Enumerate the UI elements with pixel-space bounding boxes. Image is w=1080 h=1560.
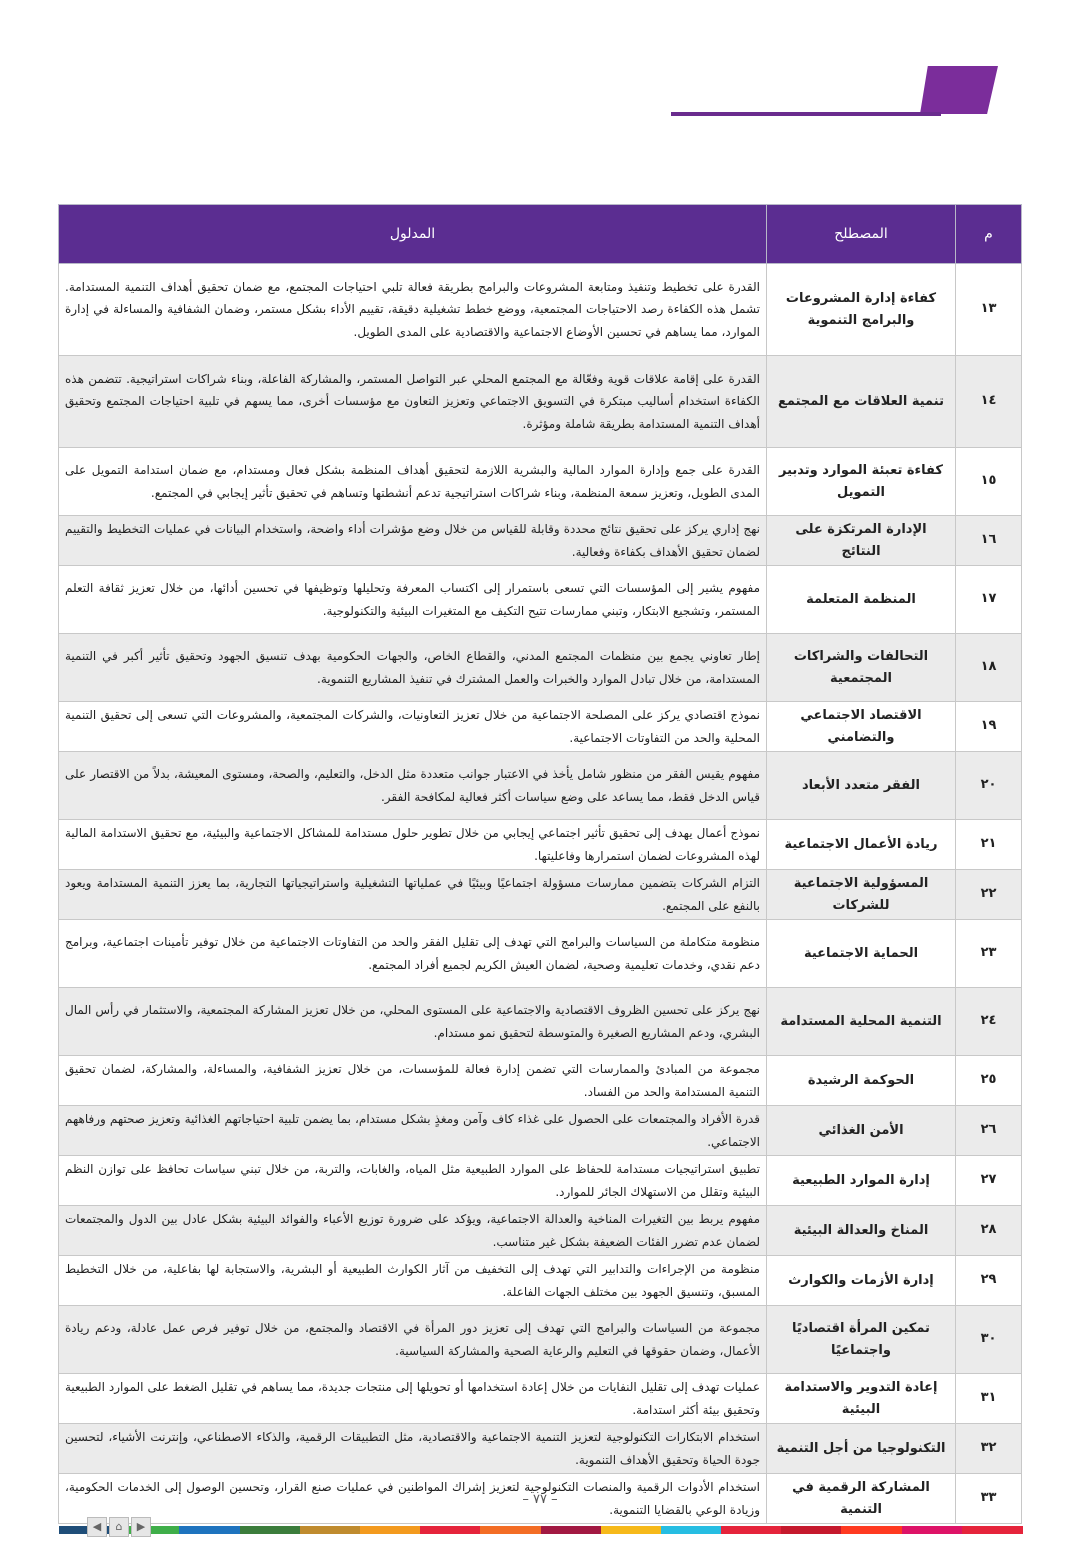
row-definition: مفهوم يربط بين التغيرات المناخية والعدالة الاجتماعية، ويؤكد على ضرورة توزيع الأعباء والفوائد البيئية بشكل عادل بين الدول والمجتمعات لضمان عدم تضرر الفئات الضعيفة بشكل غير متناسب.	[59, 1206, 767, 1256]
table-row	[59, 752, 1022, 820]
next-page-icon[interactable]: ▶	[131, 1517, 151, 1537]
row-term: المناخ والعدالة البيئية	[767, 1206, 956, 1256]
header-accent-tab	[920, 66, 998, 114]
table-row	[59, 634, 1022, 702]
row-definition: مفهوم يشير إلى المؤسسات التي تسعى باستمرار إلى اكتساب المعرفة وتحليلها وتوظيفها في تحسين أدائها، من خلال تعزيز ثقافة التعلم المستمر، وتشجيع الابتكار، وتبني ممارسات تتيح التكيف مع المتغيرات البيئية والتكنولوجية.	[59, 566, 767, 634]
row-definition: استخدام الابتكارات التكنولوجية لتعزيز التنمية الاجتماعية والاقتصادية، مثل التطبيقات الرقمية، والذكاء الاصطناعي، وإنترنت الأشياء، لتحسين جودة الحياة وتحقيق الأهداف التنموية.	[59, 1424, 767, 1474]
row-definition: القدرة على تخطيط وتنفيذ ومتابعة المشروعات والبرامج بطريقة فعالة تلبي احتياجات المجتمع، مع ضمان تحقيق أهداف التنمية المستدامة. تشمل هذه الكفاءة رصد الاحتياجات المجتمعية، ووضع خطط تشغيلية دقيقة، تقييم الأداء بشكل مستمر، وضمان الشفافية والمساءلة في إدارة الموارد، مما يساهم في تحسين الأوضاع الاجتماعية والاقتصادية على المدى الطويل.	[59, 264, 767, 356]
header-accent-line	[671, 112, 941, 116]
row-term: المنظمة المتعلمة	[767, 566, 956, 634]
row-number: ٢٧	[956, 1156, 1022, 1206]
row-number: ٢٨	[956, 1206, 1022, 1256]
row-number: ٢٥	[956, 1056, 1022, 1106]
row-term: تمكين المرأة اقتصاديًا واجتماعيًا	[767, 1306, 956, 1374]
footer-color-segment	[661, 1526, 722, 1534]
row-term: التنمية المحلية المستدامة	[767, 988, 956, 1056]
footer-color-segment	[541, 1526, 602, 1534]
row-term: كفاءة تعبئة الموارد وتدبير التمويل	[767, 448, 956, 516]
footer-color-segment	[179, 1526, 240, 1534]
row-term: الحماية الاجتماعية	[767, 920, 956, 988]
footer-color-segment	[721, 1526, 782, 1534]
row-term: كفاءة إدارة المشروعات والبرامج التنموية	[767, 264, 956, 356]
footer-color-segment	[420, 1526, 481, 1534]
row-number: ١٧	[956, 566, 1022, 634]
row-definition: القدرة على جمع وإدارة الموارد المالية والبشرية اللازمة لتحقيق أهداف المنظمة بشكل فعال ومستدام، مع ضمان استدامة التمويل على المدى الطويل، وتعزيز سمعة المنظمة، وبناء شراكات استراتيجية تدعم أنشطتها وتساهم في تحقيق تأثير إيجابي في المجتمع.	[59, 448, 767, 516]
home-icon[interactable]: ⌂	[109, 1517, 129, 1537]
row-number: ٣٣	[956, 1474, 1022, 1524]
row-number: ٣١	[956, 1374, 1022, 1424]
page-number: – ٧٧ –	[522, 1492, 558, 1507]
row-definition: مجموعة من المبادئ والممارسات التي تضمن إدارة فعالة للمؤسسات، من خلال تعزيز الشفافية، والمساءلة، والمشاركة، لضمان تحقيق التنمية المستدامة والحد من الفساد.	[59, 1056, 767, 1106]
row-number: ٣٠	[956, 1306, 1022, 1374]
row-definition: القدرة على إقامة علاقات قوية وفعّالة مع المجتمع المحلي عبر التواصل المستمر، والمشاركة الفاعلة، وبناء شراكات استراتيجية. تتضمن هذه الكفاءة استخدام أساليب مبتكرة في التسويق الاجتماعي وتعزيز التعاون مع مؤسسات أخرى، مما يسهم في تلبية احتياجات المجتمع وتحقيق أهداف التنمية المستدامة بطريقة شاملة ومؤثرة.	[59, 356, 767, 448]
footer-color-segment	[300, 1526, 361, 1534]
footer-color-segment	[240, 1526, 301, 1534]
table-row	[59, 264, 1022, 356]
table-row	[59, 920, 1022, 988]
footer-color-segment	[480, 1526, 541, 1534]
table-row	[59, 1156, 1022, 1206]
table-row	[59, 516, 1022, 566]
row-number: ١٥	[956, 448, 1022, 516]
table-row	[59, 1424, 1022, 1474]
row-term: التحالفات والشراكات المجتمعية	[767, 634, 956, 702]
table-row	[59, 566, 1022, 634]
row-definition: نموذج أعمال يهدف إلى تحقيق تأثير اجتماعي إيجابي من خلال تطوير حلول مستدامة للمشاكل الاجتماعية والبيئية، مع تحقيق الاستدامة المالية لهذه المشروعات لضمان استمرارها وفاعليتها.	[59, 820, 767, 870]
row-number: ٢٢	[956, 870, 1022, 920]
table-row	[59, 702, 1022, 752]
footer-color-segment	[841, 1526, 902, 1534]
footer-color-segment	[962, 1526, 1023, 1534]
glossary-table	[58, 204, 1022, 1524]
row-term: الفقر متعدد الأبعاد	[767, 752, 956, 820]
row-definition: عمليات تهدف إلى تقليل النفايات من خلال إعادة استخدامها أو تحويلها إلى منتجات جديدة، مما يساهم في تقليل الضغط على الموارد الطبيعية وتحقيق بيئة أكثر استدامة.	[59, 1374, 767, 1424]
row-term: الإدارة المرتكزة على النتائج	[767, 516, 956, 566]
table-header-row	[59, 205, 1022, 264]
table-row	[59, 448, 1022, 516]
table-row	[59, 1106, 1022, 1156]
table-row	[59, 1306, 1022, 1374]
row-term: تنمية العلاقات مع المجتمع	[767, 356, 956, 448]
row-definition: استخدام الأدوات الرقمية والمنصات التكنولوجية لتعزيز إشراك المواطنين في عمليات صنع القرار، وتحسين الوصول إلى الخدمات الحكومية، وزيادة الوعي بالقضايا التنموية.	[59, 1474, 767, 1524]
row-definition: نهج يركز على تحسين الظروف الاقتصادية والاجتماعية على المستوى المحلي، من خلال تعزيز المشاركة المجتمعية، والاستثمار في رأس المال البشري، ودعم المشاريع الصغيرة والمتوسطة لتحقيق نمو مستدام.	[59, 988, 767, 1056]
row-number: ١٩	[956, 702, 1022, 752]
row-term: المسؤولية الاجتماعية للشركات	[767, 870, 956, 920]
row-number: ٢٣	[956, 920, 1022, 988]
header-num: م	[956, 205, 1022, 264]
table-row	[59, 1056, 1022, 1106]
table-row	[59, 1374, 1022, 1424]
row-definition: التزام الشركات بتضمين ممارسات مسؤولة اجتماعيًا وبيئيًا في عملياتها التشغيلية واستراتيجياتها التجارية، بما يعزز التنمية المستدامة ويعود بالنفع على المجتمع.	[59, 870, 767, 920]
table-row	[59, 356, 1022, 448]
row-number: ١٦	[956, 516, 1022, 566]
row-number: ٢٤	[956, 988, 1022, 1056]
row-definition: مجموعة من السياسات والبرامج التي تهدف إلى تعزيز دور المرأة في الاقتصاد والمجتمع، من خلال توفير فرص عمل عادلة، ودعم ريادة الأعمال، وضمان حقوقها في التعليم والرعاية الصحية والمشاركة السياسية.	[59, 1306, 767, 1374]
row-definition: قدرة الأفراد والمجتمعات على الحصول على غذاء كاف وآمن ومغذٍ بشكل مستدام، بما يضمن تلبية احتياجاتهم الغذائية وتعزيز صحتهم ورفاههم الاجتماعي.	[59, 1106, 767, 1156]
row-definition: مفهوم يقيس الفقر من منظور شامل يأخذ في الاعتبار جوانب متعددة مثل الدخل، والتعليم، والصحة، ومستوى المعيشة، بدلاً من الاقتصار على قياس الدخل فقط، مما يساعد على وضع سياسات أكثر فعالية لمكافحة الفقر.	[59, 752, 767, 820]
row-number: ٢١	[956, 820, 1022, 870]
row-term: الاقتصاد الاجتماعي والتضامني	[767, 702, 956, 752]
row-number: ١٣	[956, 264, 1022, 356]
row-number: ١٨	[956, 634, 1022, 702]
row-definition: نهج إداري يركز على تحقيق نتائج محددة وقابلة للقياس من خلال وضع مؤشرات أداء واضحة، واستخدام البيانات في عمليات التخطيط والتقييم لضمان تحقيق الأهداف بكفاءة وفعالية.	[59, 516, 767, 566]
row-definition: نموذج اقتصادي يركز على المصلحة الاجتماعية من خلال تعزيز التعاونيات، والشركات المجتمعية، والمشروعات التي تسعى إلى تحقيق التنمية المحلية والحد من التفاوتات الاجتماعية.	[59, 702, 767, 752]
footer-color-segment	[781, 1526, 842, 1534]
row-term: الأمن الغذائي	[767, 1106, 956, 1156]
row-number: ٢٠	[956, 752, 1022, 820]
row-term: الحوكمة الرشيدة	[767, 1056, 956, 1106]
row-term: إعادة التدوير والاستدامة البيئية	[767, 1374, 956, 1424]
prev-page-icon[interactable]: ◀	[87, 1517, 107, 1537]
row-definition: منظومة من الإجراءات والتدابير التي تهدف إلى التخفيف من آثار الكوارث الطبيعية أو البشرية، والاستجابة لها بفاعلية، من خلال التخطيط المسبق، وتنسيق الجهود بين مختلف الجهات الفاعلة.	[59, 1256, 767, 1306]
table-row	[59, 1206, 1022, 1256]
header-term: المصطلح	[767, 205, 956, 264]
row-definition: إطار تعاوني يجمع بين منظمات المجتمع المدني، والقطاع الخاص، والجهات الحكومية بهدف تنسيق الجهود وتحقيق تأثير أكبر في التنمية المستدامة، من خلال تبادل الموارد والخبرات والعمل المشترك في تنفيذ المشاريع التنموية.	[59, 634, 767, 702]
row-term: إدارة الأزمات والكوارث	[767, 1256, 956, 1306]
row-definition: منظومة متكاملة من السياسات والبرامج التي تهدف إلى تقليل الفقر والحد من التفاوتات الاجتماعية من خلال توفير تأمينات اجتماعية، وبرامج دعم نقدي، وخدمات تعليمية وصحية، لضمان العيش الكريم لجميع أفراد المجتمع.	[59, 920, 767, 988]
row-number: ١٤	[956, 356, 1022, 448]
footer-color-bar	[59, 1520, 1022, 1534]
glossary-table-container	[59, 204, 1022, 1524]
row-definition: تطبيق استراتيجيات مستدامة للحفاظ على الموارد الطبيعية مثل المياه، والغابات، والتربة، من خلال تبني سياسات تحافظ على توازن النظم البيئية وتقلل من الاستهلاك الجائر للموارد.	[59, 1156, 767, 1206]
table-row	[59, 870, 1022, 920]
row-number: ٢٦	[956, 1106, 1022, 1156]
row-term: إدارة الموارد الطبيعية	[767, 1156, 956, 1206]
row-term: المشاركة الرقمية في التنمية	[767, 1474, 956, 1524]
table-row	[59, 820, 1022, 870]
footer-color-segment	[902, 1526, 963, 1534]
footer-color-segment	[360, 1526, 421, 1534]
footer-color-segment	[601, 1526, 662, 1534]
row-term: ريادة الأعمال الاجتماعية	[767, 820, 956, 870]
row-number: ٣٢	[956, 1424, 1022, 1474]
row-term: التكنولوجيا من أجل التنمية	[767, 1424, 956, 1474]
table-row	[59, 1256, 1022, 1306]
header-definition: المدلول	[59, 205, 767, 264]
page-navigation	[87, 1517, 151, 1537]
row-number: ٢٩	[956, 1256, 1022, 1306]
table-row	[59, 988, 1022, 1056]
